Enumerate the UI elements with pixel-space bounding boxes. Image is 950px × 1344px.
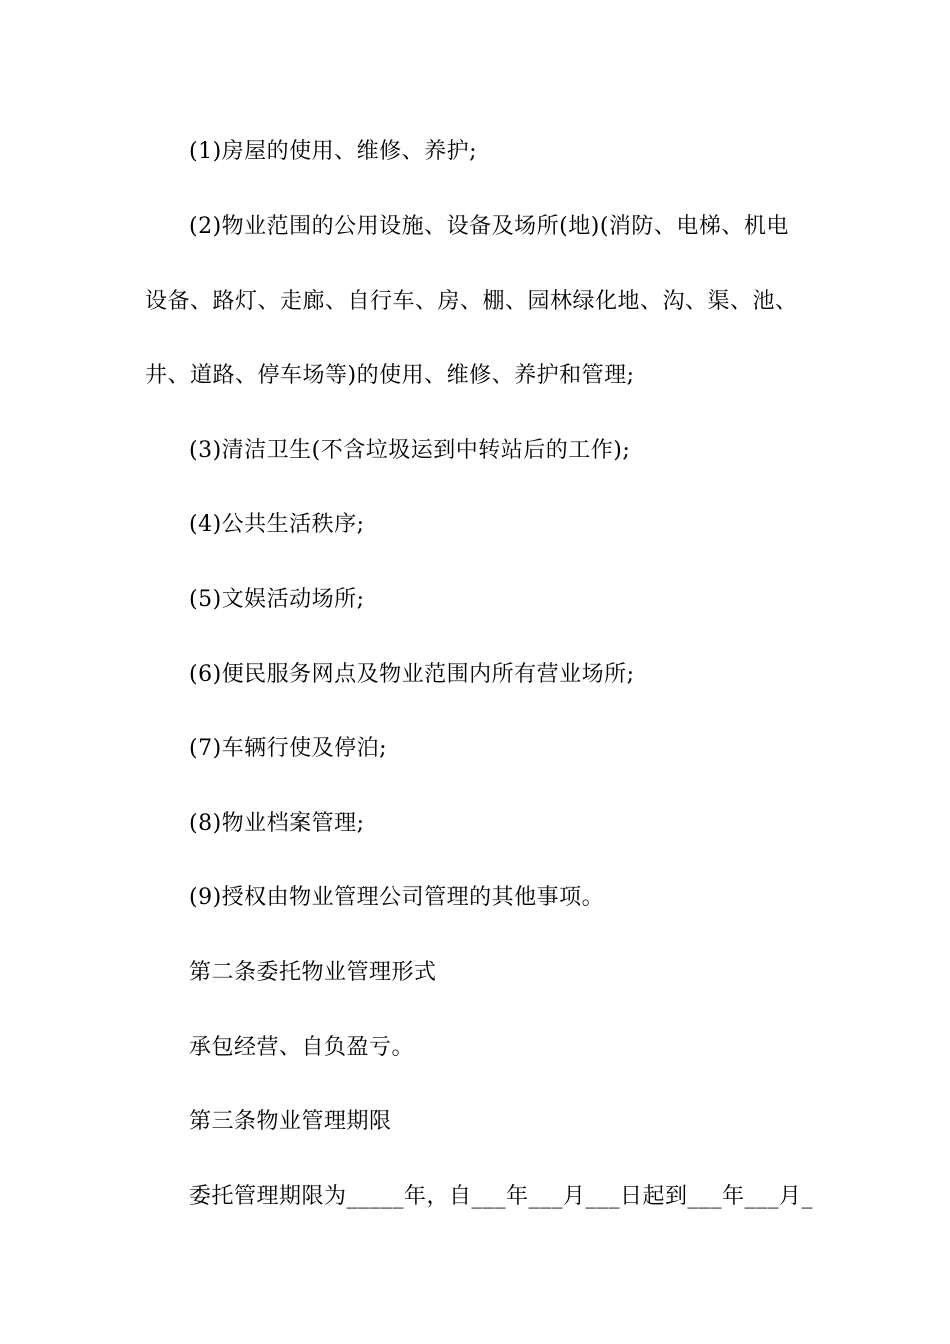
item-1-line: (1)房屋的使用、维修、养护; bbox=[189, 139, 478, 164]
item-9-line: (9)授权由物业管理公司管理的其他事项。 bbox=[189, 885, 605, 910]
article-2-body: 承包经营、自负盈亏。 bbox=[189, 1035, 415, 1060]
item-7-line: (7)车辆行使及停泊; bbox=[189, 736, 388, 761]
item-8-line: (8)物业档案管理; bbox=[189, 811, 365, 836]
item-4-line: (4)公共生活秩序; bbox=[189, 512, 365, 537]
article-3-body: 委托管理期限为_____年，自___年___月___日起到___年___月_ bbox=[189, 1184, 814, 1209]
item-2-line-3: 井、道路、停车场等)的使用、维修、养护和管理; bbox=[145, 363, 635, 388]
article-3-heading: 第三条物业管理期限 bbox=[189, 1109, 392, 1134]
article-2-heading: 第二条委托物业管理形式 bbox=[189, 960, 437, 985]
item-2-line-2: 设备、路灯、走廊、自行车、房、棚、园林绿化地、沟、渠、池、 bbox=[145, 289, 798, 314]
item-5-line: (5)文娱活动场所; bbox=[189, 587, 365, 612]
item-2-line-1: (2)物业范围的公用设施、设备及场所(地)(消防、电梯、机电 bbox=[189, 214, 789, 239]
item-3-line: (3)清洁卫生(不含垃圾运到中转站后的工作); bbox=[189, 438, 631, 463]
item-6-line: (6)便民服务网点及物业范围内所有营业场所; bbox=[189, 662, 635, 687]
